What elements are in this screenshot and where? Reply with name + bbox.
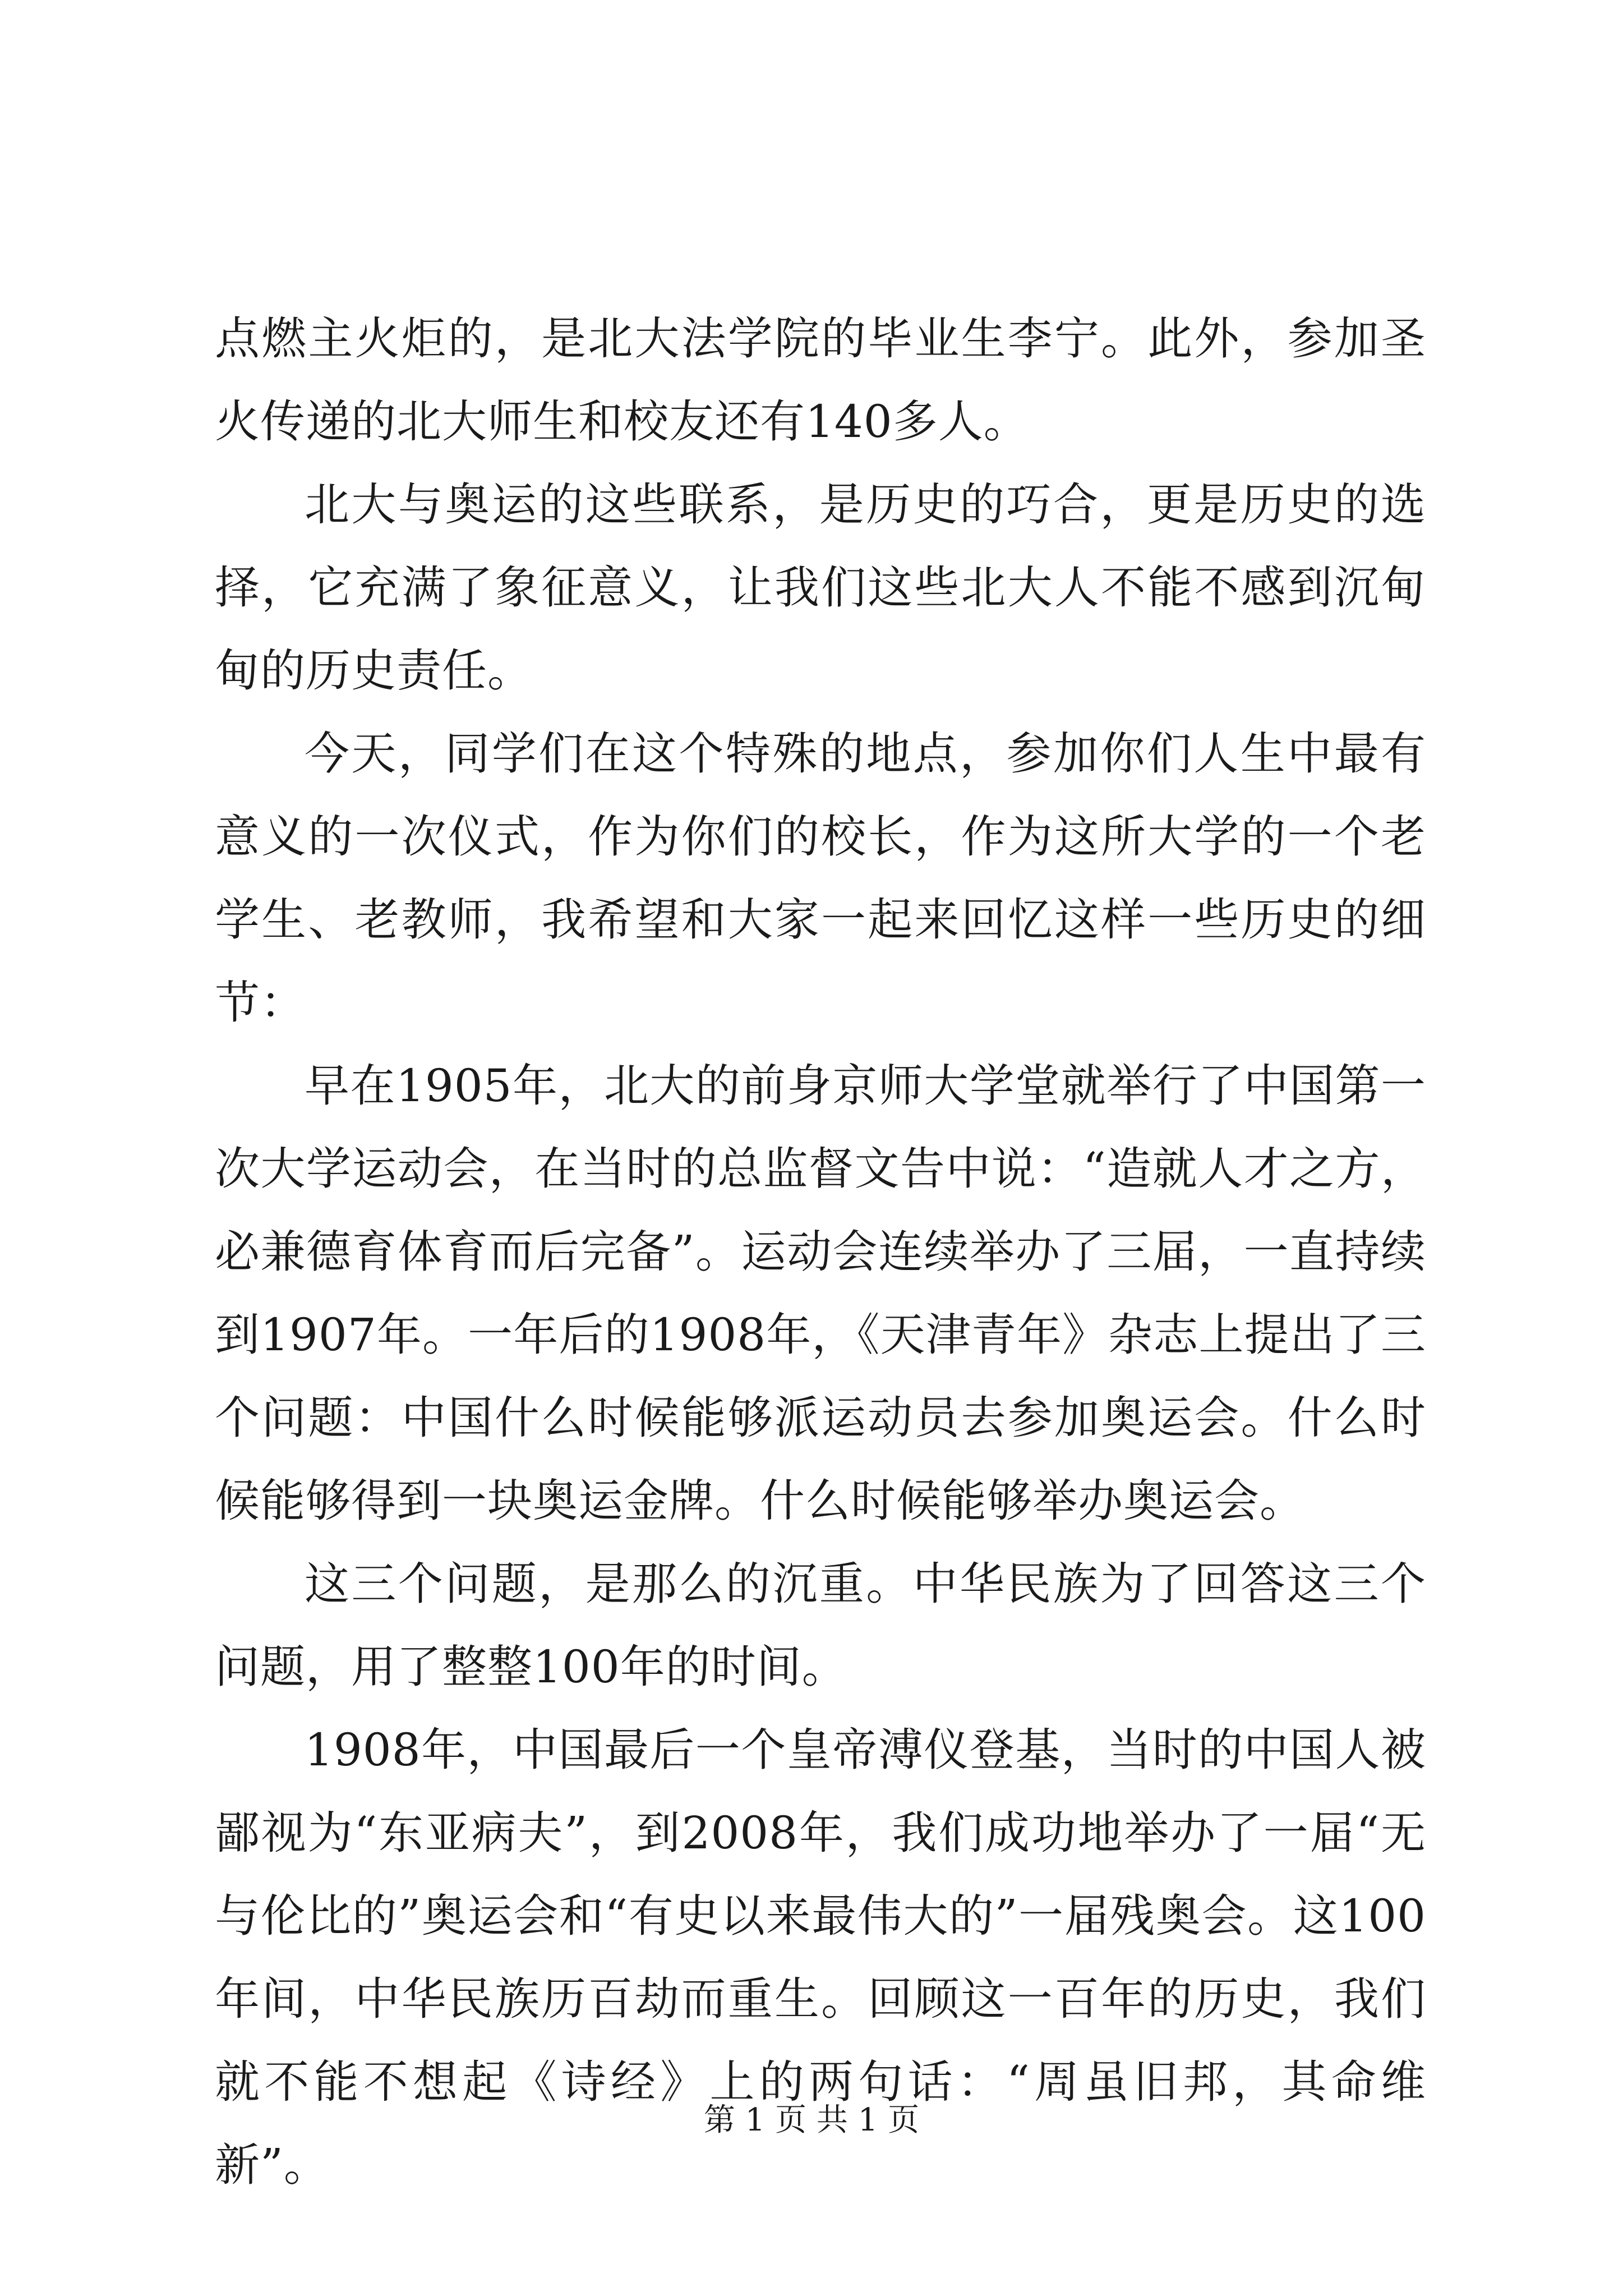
document-body <box>215 297 1426 2207</box>
paragraph-5: 这三个问题，是那么的沉重。中华民族为了回答这三个问题，用了整整100年的时间。 <box>215 1558 1426 1693</box>
paragraph-2: 北大与奥运的这些联系，是历史的巧合，更是历史的选择，它充满了象征意义，让我们这些北大人不能不感到沉甸甸的历史责任。 <box>215 478 1426 697</box>
paragraph-4: 早在1905年，北大的前身京师大学堂就举行了中国第一次大学运动会，在当时的总监督文告中说：“造就人才之方，必兼德育体育而后完备”。运动会连续举办了三届，一直持续到1907年。一年后的1908年，《天津青年》杂志上提出了三个问题：中国什么时候能够派运动员去参加奥运会。什么时候能够得到一块奥运金牌。什么时候能够举办奥运会。 <box>215 1060 1426 1527</box>
paragraph-6: 1908年，中国最后一个皇帝溥仪登基，当时的中国人被鄙视为“东亚病夫”，到2008年，我们成功地举办了一届“无与伦比的”奥运会和“有史以来最伟大的”一届残奥会。这100年间，中华民族历百劫而重生。回顾这一百年的历史，我们就不能不想起《诗经》上的两句话：“周虽旧邦，其命维新”。 <box>215 1724 1426 2191</box>
page-footer: 第 1 页 共 1 页 <box>703 2102 920 2138</box>
paragraph-1: 点燃主火炬的，是北大法学院的毕业生李宁。此外，参加圣火传递的北大师生和校友还有140多人。 <box>215 312 1426 448</box>
paragraph-3: 今天，同学们在这个特殊的地点，参加你们人生中最有意义的一次仪式，作为你们的校长，作为这所大学的一个老学生、老教师，我希望和大家一起来回忆这样一些历史的细节： <box>215 728 1426 1029</box>
